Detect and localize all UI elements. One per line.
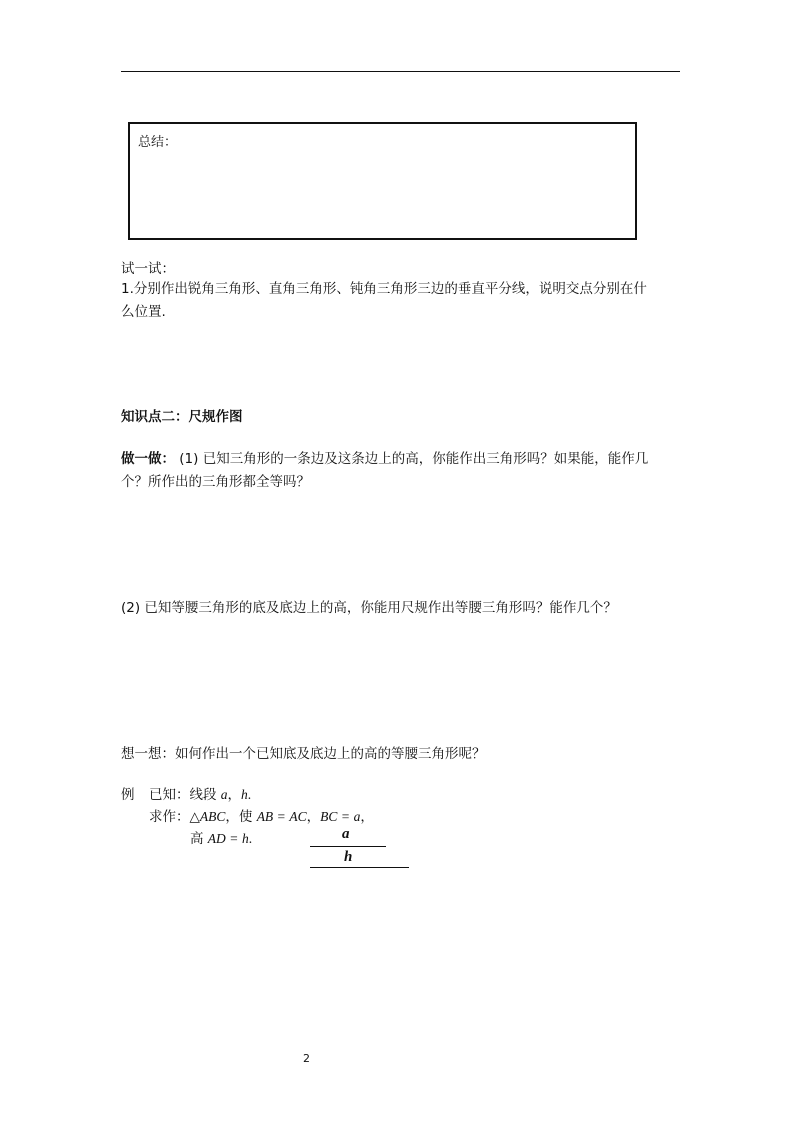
given-prefix: 已知：线段 bbox=[149, 787, 217, 803]
height-left: AD bbox=[207, 831, 226, 846]
do-it-question-1-line-2: 个？所作出的三角形都全等吗？ bbox=[121, 474, 310, 490]
header-rule bbox=[121, 71, 680, 72]
construct-eq1-left: AB bbox=[256, 809, 274, 824]
given-end: . bbox=[247, 787, 252, 802]
height-right: h bbox=[242, 831, 249, 846]
try-it-question-1-line-1: 1.分别作出锐角三角形、直角三角形、钝角三角形三边的垂直平分线，说明交点分别在什 bbox=[121, 281, 647, 297]
construct-mid: ，使 bbox=[225, 809, 253, 825]
construct-eq2-left: BC bbox=[320, 809, 338, 824]
do-it-question-1-line-1 bbox=[121, 447, 648, 467]
segment-a-label: a bbox=[342, 826, 350, 842]
construct-prefix: 求作：△ bbox=[149, 809, 200, 825]
try-it-heading: 试一试： bbox=[121, 261, 175, 277]
height-prefix: 高 bbox=[190, 831, 204, 847]
height-sign: = bbox=[230, 831, 238, 846]
given-var-h: h bbox=[241, 787, 248, 802]
do-it-question-2: (2) 已知等腰三角形的底及底边上的高，你能用尺规作出等腰三角形吗？能作几个？ bbox=[121, 600, 617, 616]
construct-eq2-sign: = bbox=[341, 809, 350, 824]
construct-eq1-right: AC bbox=[289, 809, 307, 824]
do-it-question-1-text: (1) 已知三角形的一条边及这条边上的高，你能作出三角形吗？如果能，能作几 bbox=[175, 451, 649, 467]
example-construct-line bbox=[149, 805, 374, 825]
construct-triangle: ABC bbox=[199, 809, 226, 824]
segment-h-label: h bbox=[344, 849, 353, 865]
given-separator: ， bbox=[227, 787, 242, 803]
knowledge-point-2-title: 知识点二：尺规作图 bbox=[121, 409, 243, 425]
example-height-line bbox=[190, 827, 252, 847]
segment-h-line bbox=[310, 867, 409, 868]
summary-box[interactable] bbox=[128, 122, 637, 240]
page-number: 2 bbox=[303, 1052, 310, 1065]
height-period: . bbox=[248, 831, 253, 846]
do-it-label: 做一做： bbox=[121, 451, 175, 467]
think-prompt: 想一想：如何作出一个已知底及底边上的高的等腰三角形呢？ bbox=[121, 746, 486, 762]
example-label: 例 bbox=[121, 787, 135, 803]
try-it-question-1-line-2: 么位置. bbox=[121, 304, 166, 320]
summary-label: 总结： bbox=[138, 135, 178, 150]
example-given-line bbox=[149, 783, 251, 803]
segment-a-line bbox=[310, 846, 386, 847]
construct-comma-2: ， bbox=[360, 809, 374, 825]
given-var-a: a bbox=[220, 787, 228, 802]
construct-eq1-sign: = bbox=[277, 809, 286, 824]
construct-comma-1: ， bbox=[306, 809, 321, 825]
construct-eq2-right: a bbox=[353, 809, 361, 824]
